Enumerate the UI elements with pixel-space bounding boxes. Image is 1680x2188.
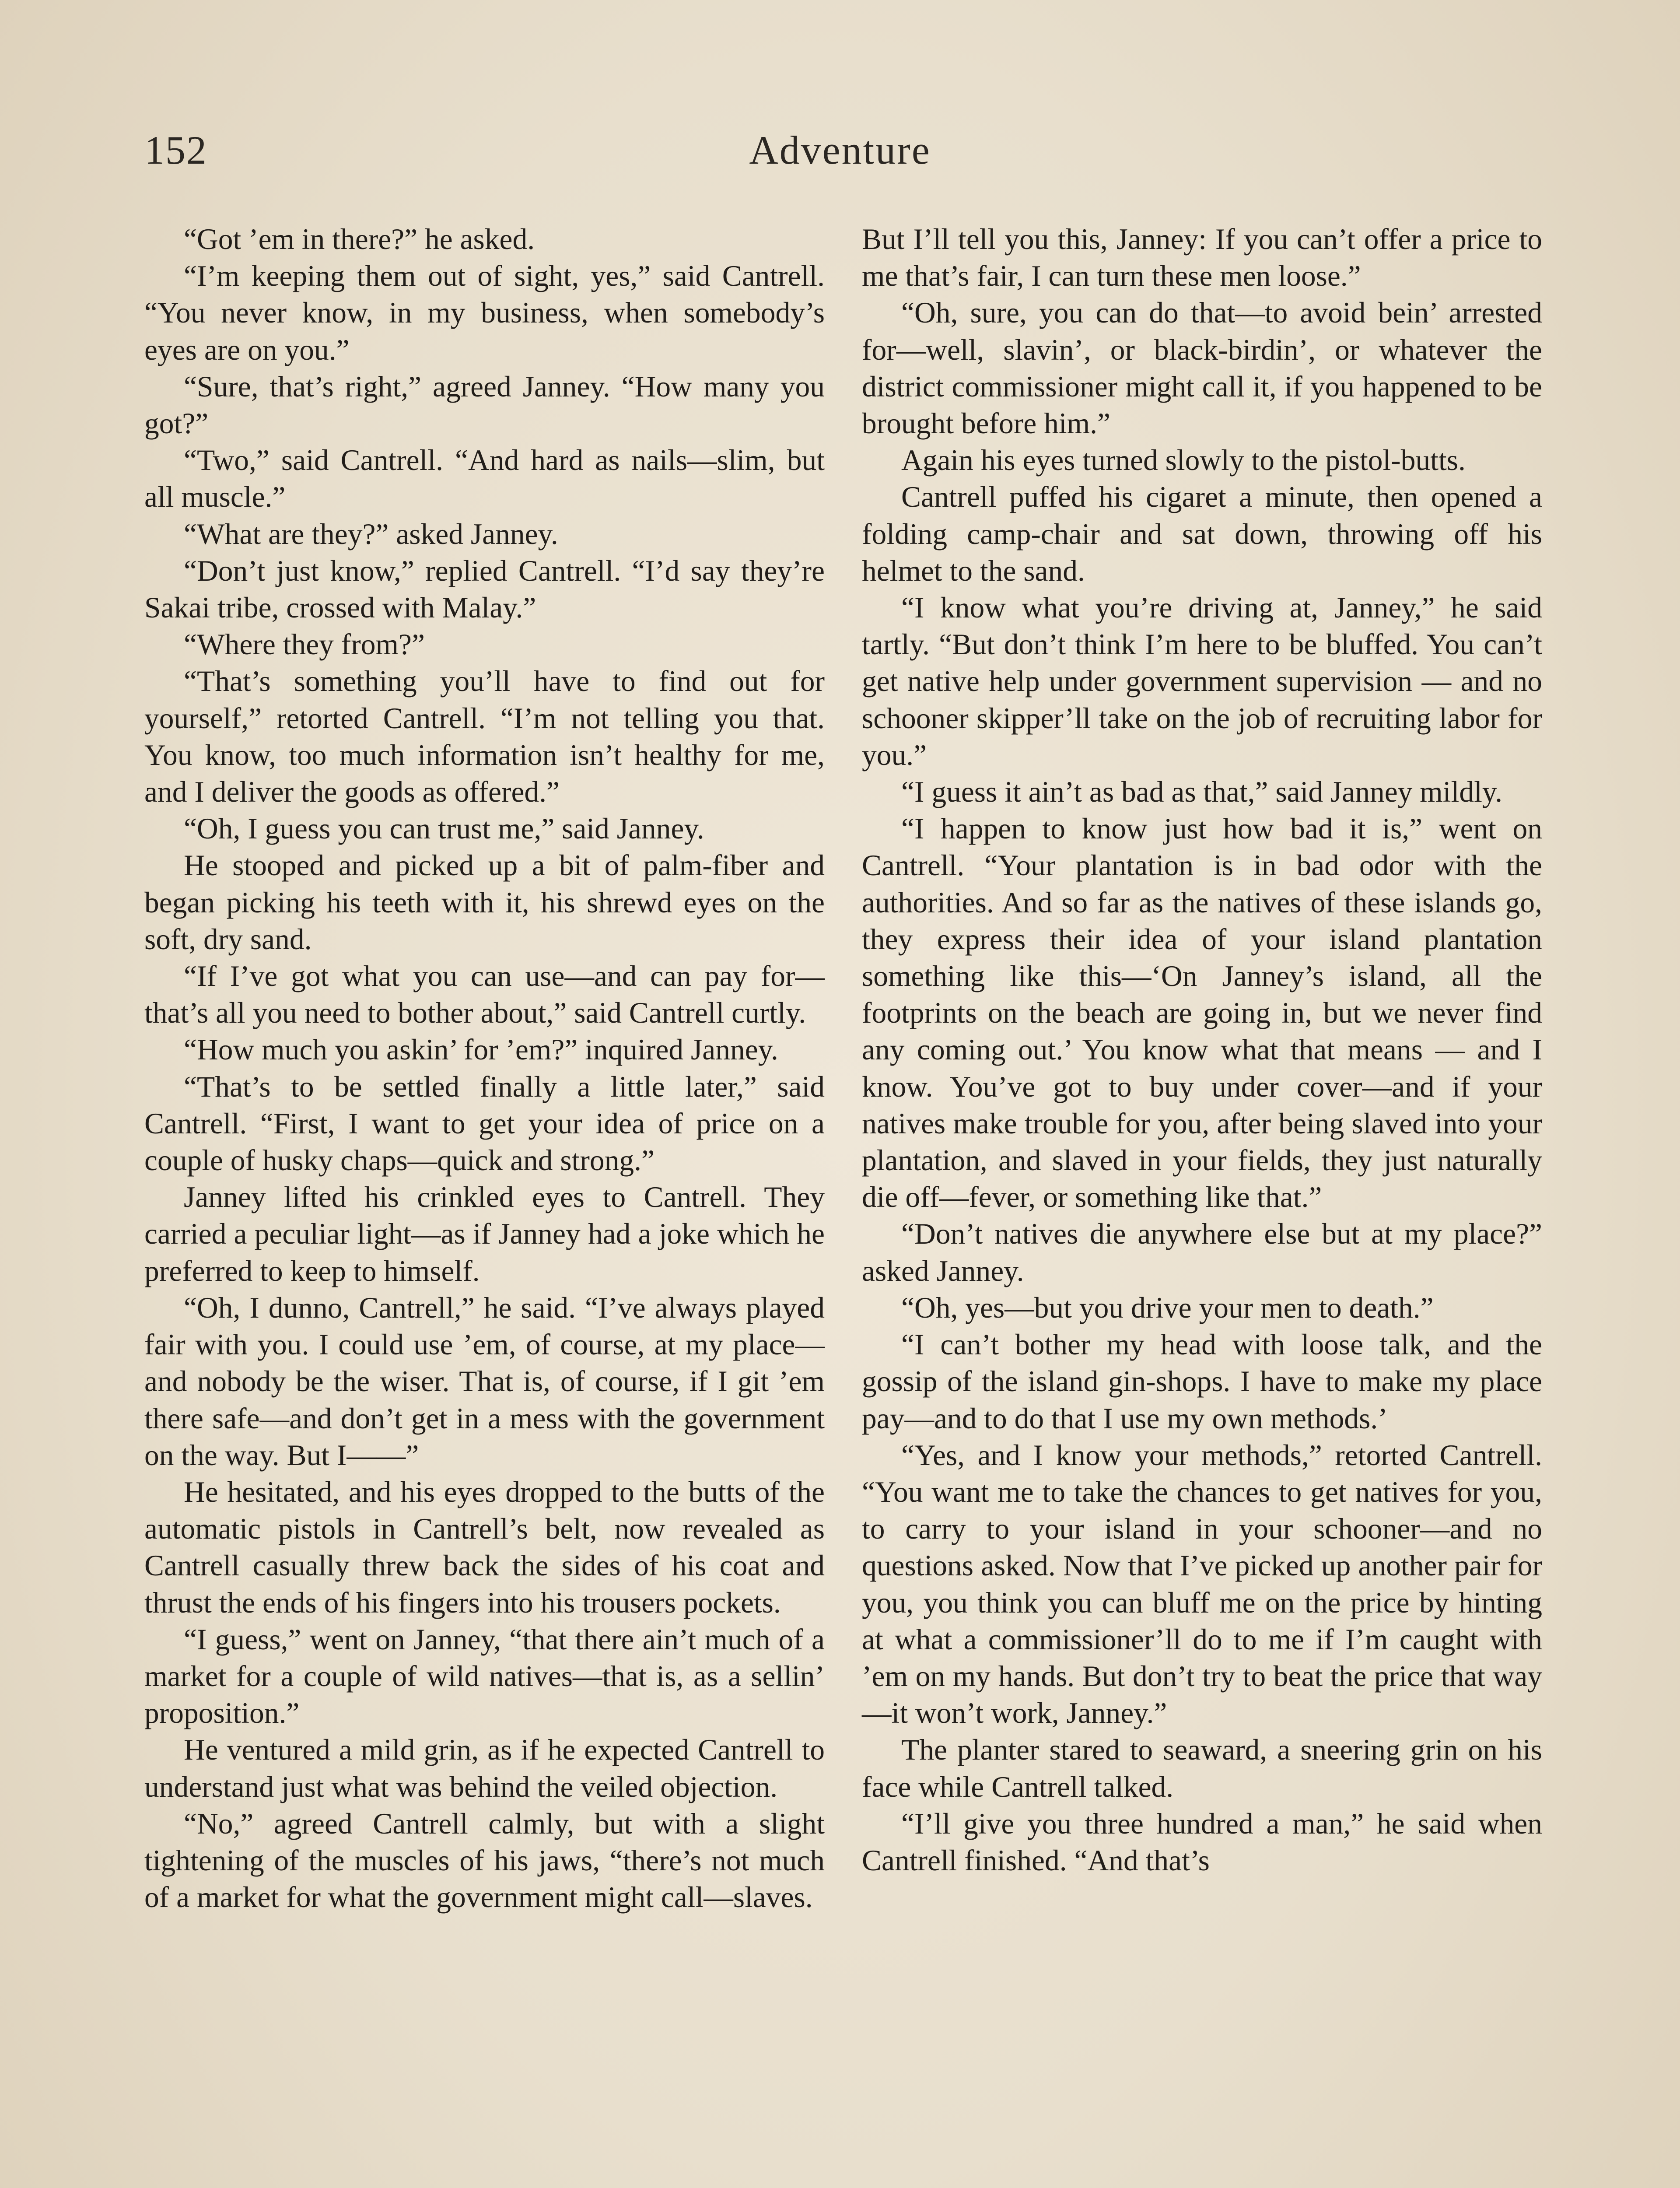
running-head: Adventure <box>749 128 931 172</box>
paragraph: “That’s to be settled finally a little later,” said Cantrell. “First, I want to get your idea of price on a couple of husky chaps—quick and strong.” <box>144 1070 825 1177</box>
paragraph: “If I’ve got what you can use—and can pay for—that’s all you need to bother about,” said Cantrell curtly. <box>144 960 825 1030</box>
page-header <box>144 127 1536 193</box>
paragraph: Cantrell puffed his cigaret a minute, then opened a folding camp-chair and sat down, throwing off his helmet to the sand. <box>862 480 1542 587</box>
paragraph: “Oh, I dunno, Cantrell,” he said. “I’ve always played fair with you. I could use ’em, of course, at my place—and nobody be the wiser. That is, of course, if I git ’em there safe—and don’t get in a mess with the government on the way. But I——” <box>144 1291 825 1472</box>
paragraph: “No,” agreed Cantrell calmly, but with a slight tightening of the muscles of his jaws, “there’s not much of a market for what the government might call—slaves. <box>144 1807 825 1914</box>
paragraph: “Oh, yes—but you drive your men to death.” <box>901 1291 1434 1324</box>
page-number: 152 <box>144 128 207 172</box>
paragraph: “I know what you’re driving at, Janney,” he said tartly. “But don’t think I’m here to be bluffed. You can’t get native help under government supervision — and no schooner skipper’ll take on the job of recruiting labor for you.” <box>862 591 1542 771</box>
paragraph: “Oh, I guess you can trust me,” said Janney. <box>184 812 704 845</box>
paragraph: He hesitated, and his eyes dropped to the butts of the automatic pistols in Cantrell’s belt, now revealed as Cantrell casually threw back the sides of his coat and thrust the ends of his fingers into his trousers pockets. <box>144 1475 825 1619</box>
paragraph: “How much you askin’ for ’em?” inquired Janney. <box>184 1033 778 1066</box>
paragraph: “I can’t bother my head with loose talk, and the gossip of the island gin-shops. I have to make my place pay—and to do that I use my own methods.’ <box>862 1328 1542 1435</box>
paragraph: “I’ll give you three hundred a man,” he said when Cantrell finished. “And that’s <box>862 1807 1542 1877</box>
paragraph: “Yes, and I know your methods,” retorted Cantrell. “You want me to take the chances to get natives for you, to carry to your island in your schooner—and no questions asked. Now that I’ve picked up another pair for you, you think you can bluff me on the price by hinting at what a commissioner’ll do to me if I’m caught with ’em on my hands. But don’t try to beat the price that way—it won’t work, Janney.” <box>862 1438 1542 1730</box>
paragraph: “I guess it ain’t as bad as that,” said Janney mildly. <box>901 775 1503 809</box>
paragraph: “What are they?” asked Janney. <box>184 517 558 551</box>
right-column <box>862 221 1542 1879</box>
paragraph: He ventured a mild grin, as if he expected Cantrell to understand just what was behind the veiled objection. <box>144 1733 825 1803</box>
paragraph: “Where they from?” <box>184 628 425 661</box>
paragraph: “Sure, that’s right,” agreed Janney. “How many you got?” <box>144 370 825 440</box>
paragraph: “Don’t natives die anywhere else but at my place?” asked Janney. <box>862 1217 1542 1287</box>
paragraph-continuation: But I’ll tell you this, Janney: If you can’t offer a price to me that’s fair, I can turn these men loose.” <box>862 223 1542 293</box>
paragraph: “I’m keeping them out of sight, yes,” said Cantrell. “You never know, in my business, when somebody’s eyes are on you.” <box>144 259 825 366</box>
paragraph: “Two,” said Cantrell. “And hard as nails—slim, but all muscle.” <box>144 444 825 514</box>
paragraph: “I happen to know just how bad it is,” went on Cantrell. “Your plantation is in bad odor with the authorities. And so far as the natives of these islands go, they express their idea of your island plantation something like this—‘On Janney’s island, all the footprints on the beach are going in, but we never find any coming out.’ You know what that means — and I know. You’ve got to buy under cover—and if your natives make trouble for you, after being slaved into your plantation, and slaved in your fields, they just naturally die off—fever, or something like that.” <box>862 812 1542 1214</box>
left-column <box>144 221 825 1916</box>
paragraph: The planter stared to seaward, a sneering grin on his face while Cantrell talked. <box>862 1733 1542 1803</box>
paragraph: Again his eyes turned slowly to the pistol-butts. <box>901 444 1466 477</box>
paragraph: “I guess,” went on Janney, “that there ain’t much of a market for a couple of wild natives—that is, as a sellin’ proposition.” <box>144 1623 825 1730</box>
paragraph: Janney lifted his crinkled eyes to Cantrell. They carried a peculiar light—as if Janney had a joke which he preferred to keep to himself. <box>144 1181 825 1287</box>
paragraph: “Oh, sure, you can do that—to avoid bein’ arrested for—well, slavin’, or black-birdin’, or whatever the district commissioner might call it, if you happened to be brought before him.” <box>862 296 1542 440</box>
paragraph: “That’s something you’ll have to find out for yourself,” retorted Cantrell. “I’m not telling you that. You know, too much information isn’t healthy for me, and I deliver the goods as offered.” <box>144 665 825 809</box>
paragraph: “Got ’em in there?” he asked. <box>184 223 535 256</box>
paragraph: “Don’t just know,” replied Cantrell. “I’d say they’re Sakai tribe, crossed with Malay.” <box>144 554 825 624</box>
paragraph: He stooped and picked up a bit of palm-fiber and began picking his teeth with it, his shrewd eyes on the soft, dry sand. <box>144 849 825 956</box>
